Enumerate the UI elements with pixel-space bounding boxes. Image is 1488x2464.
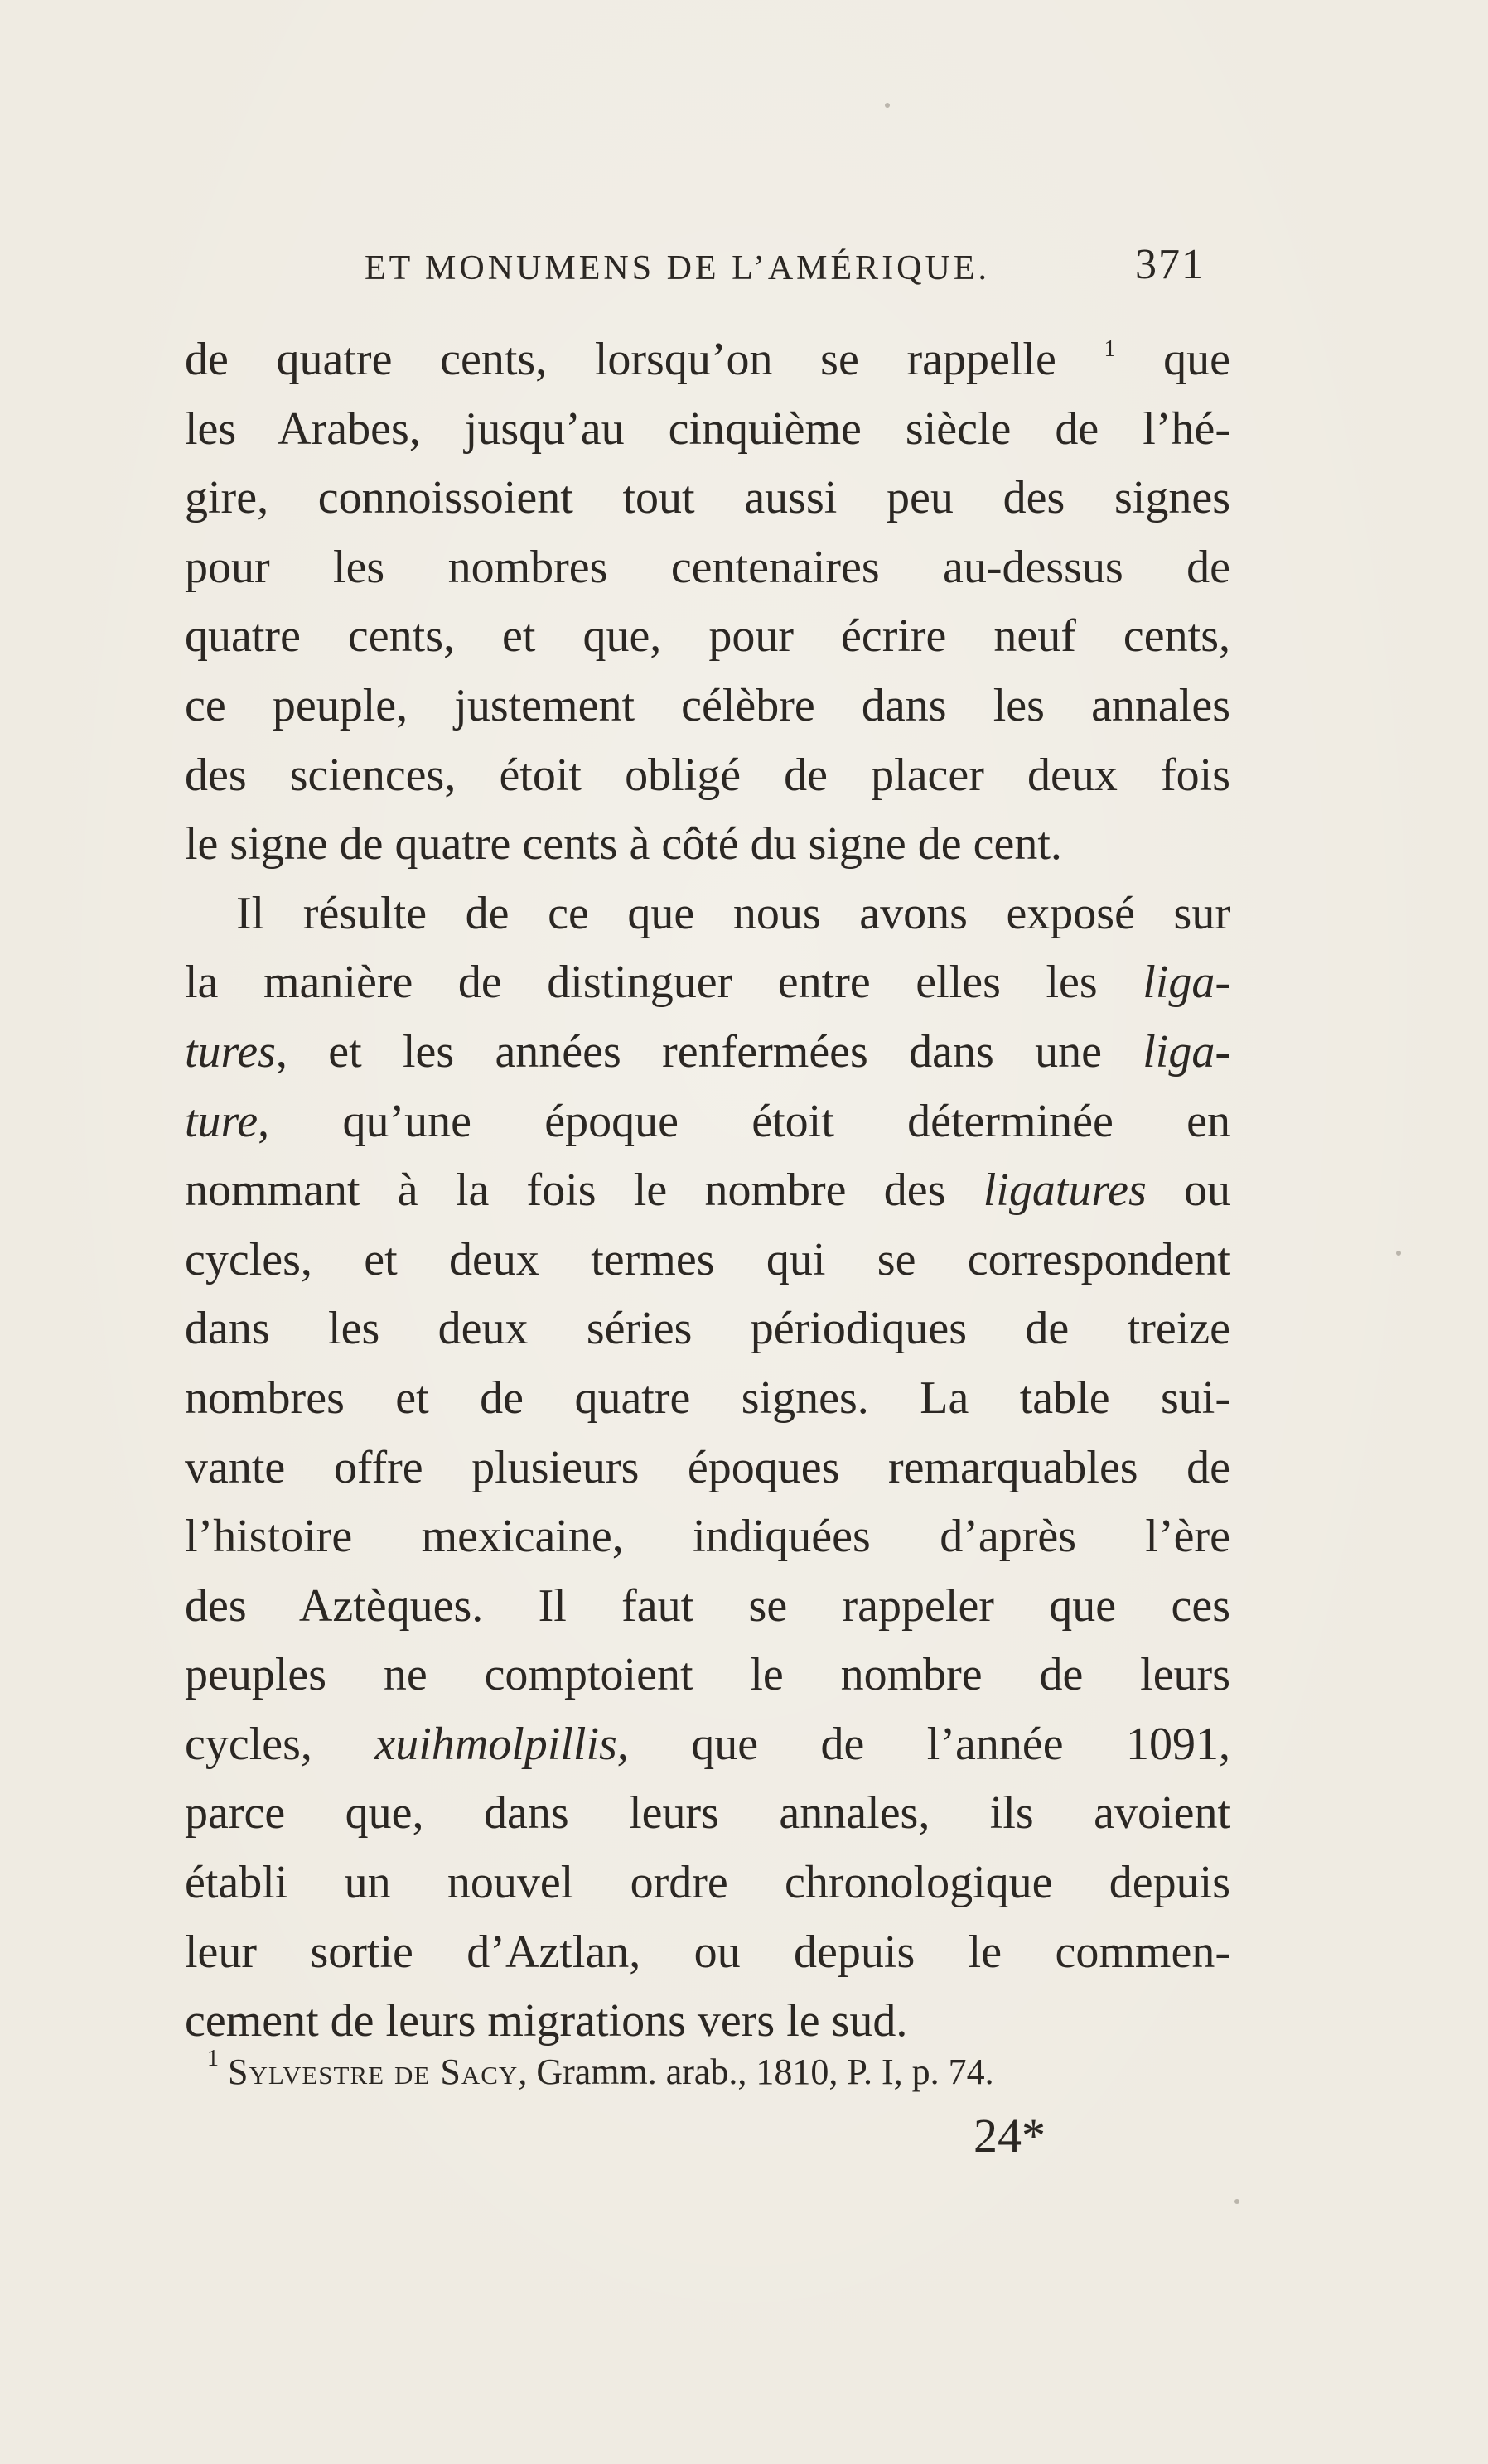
text-run: leur sortie d’Aztlan, ou depuis le commen- [185, 1926, 1230, 1978]
footnote-author: Sylvestre de Sacy [228, 2052, 519, 2092]
text-line [185, 1641, 1230, 1710]
text-line [185, 1849, 1230, 1918]
text-line [185, 533, 1230, 603]
text-line [185, 672, 1230, 741]
text-line [185, 1434, 1230, 1503]
text-line [185, 880, 1230, 949]
text-line [185, 1087, 1230, 1157]
text-line [185, 1502, 1230, 1572]
text-line [185, 810, 1230, 880]
text-run: l’histoire mexicaine, indiquées d’après l’ère [185, 1511, 1230, 1563]
footnote-reference: 1 [1104, 336, 1116, 362]
text-run: nombres et de quatre signes. La table sui- [185, 1372, 1230, 1424]
text-run: peuples ne comptoient le nombre de leurs [185, 1649, 1230, 1701]
italic-term: xuihmolpillis, [374, 1718, 629, 1770]
text-line [185, 395, 1230, 465]
italic-term: liga- [1143, 1025, 1230, 1078]
text-line [185, 1018, 1230, 1087]
text-run: que [1115, 334, 1230, 385]
text-line [185, 1987, 1230, 2057]
text-run: ou [1146, 1164, 1230, 1217]
text-run: les Arabes, jusqu’au cinquième siècle de l’hé- [185, 403, 1230, 455]
text-line [185, 1572, 1230, 1642]
text-run: des sciences, étoit obligé de placer deux fois [185, 749, 1230, 801]
text-run: cement de leurs migrations vers le sud. [185, 1995, 908, 2047]
italic-term: liga- [1143, 957, 1230, 1009]
text-run: dans les deux séries périodiques de treize [185, 1303, 1230, 1355]
text-run: , qu’une époque étoit déterminée en [258, 1095, 1230, 1147]
text-run: vante offre plusieurs époques remarquables de [185, 1441, 1230, 1493]
text-line [185, 1918, 1230, 1988]
text-run: ce peuple, justement célèbre dans les annales [185, 679, 1230, 731]
footnote [207, 2046, 1230, 2093]
text-line [185, 1226, 1230, 1295]
text-run: , et les années renfermées dans une [275, 1025, 1143, 1078]
text-run: la manière de distinguer entre elles les [185, 957, 1143, 1009]
text-run: pour les nombres centenaires au-dessus de [185, 541, 1230, 593]
text-run: parce que, dans leurs annales, ils avoient [185, 1787, 1230, 1840]
italic-term: ligatures [983, 1164, 1147, 1217]
text-line [185, 741, 1230, 811]
text-run: que de l’année 1091, [628, 1718, 1230, 1770]
text-run: nommant à la fois le nombre des [185, 1164, 983, 1217]
text-run: de quatre cents, lorsqu’on se rappelle [185, 334, 1104, 385]
text-run: gire, connoissoient tout aussi peu des signes [185, 472, 1230, 524]
footnote-marker: 1 [207, 2046, 219, 2071]
text-line [185, 1364, 1230, 1434]
text-run: des Aztèques. Il faut se rappeler que ces [185, 1579, 1230, 1632]
text-run: cycles, et deux termes qui se correspondent [185, 1233, 1230, 1285]
page-number: 371 [1135, 241, 1205, 288]
text-line [185, 464, 1230, 533]
text-run: quatre cents, et que, pour écrire neuf cents, [185, 610, 1230, 663]
text-run: Il résulte de ce que nous avons exposé sur [236, 887, 1230, 939]
running-head: ET MONUMENS DE L’AMÉRIQUE. [365, 249, 990, 287]
footnote-citation: , Gramm. arab., 1810, P. I, p. 74. [518, 2052, 994, 2092]
text-line [185, 1779, 1230, 1849]
italic-term: ture [185, 1095, 258, 1147]
signature-mark: 24* [973, 2109, 1046, 2163]
text-line [185, 602, 1230, 672]
text-run: établi un nouvel ordre chronologique depuis [185, 1857, 1230, 1909]
text-line [185, 948, 1230, 1018]
body-text [185, 325, 1230, 2057]
paper-speck [1396, 1251, 1401, 1256]
text-run: cycles, [185, 1718, 375, 1770]
text-run: le signe de quatre cents à côté du signe de cent. [185, 818, 1062, 870]
text-line [185, 1295, 1230, 1364]
paper-speck [1234, 2199, 1239, 2204]
italic-term: tures [185, 1025, 276, 1078]
text-line [185, 1710, 1230, 1780]
text-line [185, 325, 1230, 395]
paper-speck [885, 103, 890, 108]
text-line [185, 1156, 1230, 1226]
